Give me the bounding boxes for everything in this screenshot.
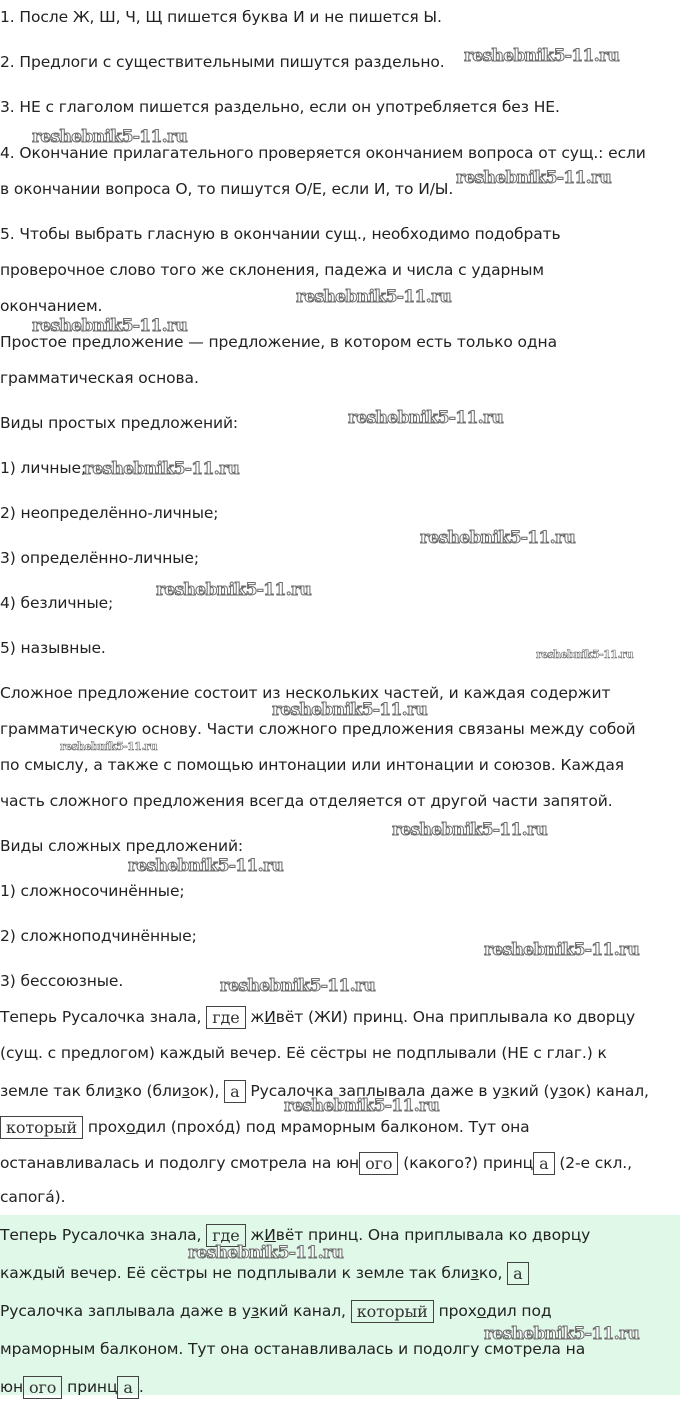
simple-item: 1) личные; xyxy=(0,459,87,477)
rule-3: 3. НЕ с глаголом пишется раздельно, если он употребляется без НЕ. xyxy=(0,98,560,116)
ending-box: ого xyxy=(359,1152,398,1175)
answer-line-4: мраморным балконом. Тут она останавливалась и подолгу смотрела на xyxy=(0,1340,586,1358)
watermark: reshebnik5-11.ru xyxy=(60,740,158,753)
ending-box: а xyxy=(533,1152,554,1175)
rule-2: 2. Предлоги с существительными пишутся раздельно. xyxy=(0,53,445,71)
rule-5-cont: проверочное слово того же склонения, падежа и числа с ударным xyxy=(0,261,544,279)
simple-definition: Простое предложение — предложение, в котором есть только одна xyxy=(0,333,557,351)
exercise-line-1: Теперь Русалочка знала, где жИвёт (ЖИ) принц. Она приплывала ко дворцу xyxy=(0,1008,636,1027)
complex-item: 1) сложносочинённые; xyxy=(0,882,185,900)
rule-5: 5. Чтобы выбрать гласную в окончании сущ., необходимо подобрать xyxy=(0,225,561,243)
rule-5-cont2: окончанием. xyxy=(0,297,103,315)
exercise-line-4: который проходил (прохóд) под мраморным балконом. Тут она xyxy=(0,1116,530,1139)
answer-line-2: каждый вечер. Её сёстры не подплывали к земле так близко, а xyxy=(0,1262,529,1285)
exercise-line-3: земле так близко (близок), а Русалочка заплывала даже в узкий (узок) канал, xyxy=(0,1082,649,1101)
watermark: reshebnik5-11.ru xyxy=(420,528,576,548)
ending-box: который xyxy=(351,1300,434,1323)
complex-item: 3) бессоюзные. xyxy=(0,972,124,990)
exercise-line-6: сапогá). xyxy=(0,1188,66,1206)
simple-definition-cont: грамматическая основа. xyxy=(0,369,199,387)
watermark: reshebnik5-11.ru xyxy=(284,1096,440,1116)
rule-1: 1. После Ж, Ш, Ч, Щ пишется буква И и не пишется Ы. xyxy=(0,8,442,26)
watermark: reshebnik5-11.ru xyxy=(464,46,620,66)
complex-definition-cont: часть сложного предложения всегда отделяется от другой части запятой. xyxy=(0,792,613,810)
watermark: reshebnik5-11.ru xyxy=(84,459,240,479)
watermark: reshebnik5-11.ru xyxy=(156,580,312,600)
ending-box: где xyxy=(206,1006,245,1029)
simple-item: 5) назывные. xyxy=(0,639,106,657)
watermark: reshebnik5-11.ru xyxy=(296,287,452,307)
complex-item: 2) сложноподчинённые; xyxy=(0,927,197,945)
watermark: reshebnik5-11.ru xyxy=(32,127,188,147)
simple-item: 4) безличные; xyxy=(0,594,114,612)
ending-box: а xyxy=(224,1080,245,1103)
watermark: reshebnik5-11.ru xyxy=(456,168,612,188)
answer-line-5: юн ого принц а . xyxy=(0,1378,144,1397)
watermark: reshebnik5-11.ru xyxy=(392,820,548,840)
complex-definition-cont: по смыслу, а также с помощью интонации или интонации и союзов. Каждая xyxy=(0,756,624,774)
watermark: reshebnik5-11.ru xyxy=(348,408,504,428)
ending-box: ого xyxy=(23,1376,62,1399)
ending-box: который xyxy=(0,1116,83,1139)
exercise-line-5: останавливалась и подолгу смотрела на юн ого (какого?) принц а (2-е скл., xyxy=(0,1154,632,1173)
watermark: reshebnik5-11.ru xyxy=(32,316,188,336)
ending-box: а xyxy=(117,1376,138,1399)
simple-item: 2) неопределённо-личные; xyxy=(0,504,219,522)
exercise-line-2: (сущ. с предлогом) каждый вечер. Её сёстры не подплывали (НЕ с глаг.) к xyxy=(0,1044,607,1062)
rule-4-cont: в окончании вопроса О, то пишутся О/Е, если И, то И/Ы. xyxy=(0,180,454,198)
answer-line-3: Русалочка заплывала даже в узкий канал, который проходил под xyxy=(0,1302,552,1321)
watermark: reshebnik5-11.ru xyxy=(128,856,284,876)
answer-line-1: Теперь Русалочка знала, где жИвёт принц. Она приплывала ко дворцу xyxy=(0,1226,591,1245)
complex-heading: Виды сложных предложений: xyxy=(0,837,244,855)
ending-box: а xyxy=(507,1262,528,1285)
complex-definition-cont: грамматическую основу. Части сложного предложения связаны между собой xyxy=(0,720,636,738)
watermark: reshebnik5-11.ru xyxy=(188,1243,344,1263)
simple-item: 3) определённо-личные; xyxy=(0,549,199,567)
watermark: reshebnik5-11.ru xyxy=(272,700,428,720)
simple-heading: Виды простых предложений: xyxy=(0,414,239,432)
watermark: reshebnik5-11.ru xyxy=(484,940,640,960)
rule-4: 4. Окончание прилагательного проверяется окончанием вопроса от сущ.: если xyxy=(0,144,646,162)
complex-definition: Сложное предложение состоит из нескольких частей, и каждая содержит xyxy=(0,684,611,702)
ending-box: где xyxy=(206,1224,245,1247)
watermark: reshebnik5-11.ru xyxy=(484,1324,640,1344)
watermark: reshebnik5-11.ru xyxy=(536,648,634,661)
watermark: reshebnik5-11.ru xyxy=(220,976,376,996)
